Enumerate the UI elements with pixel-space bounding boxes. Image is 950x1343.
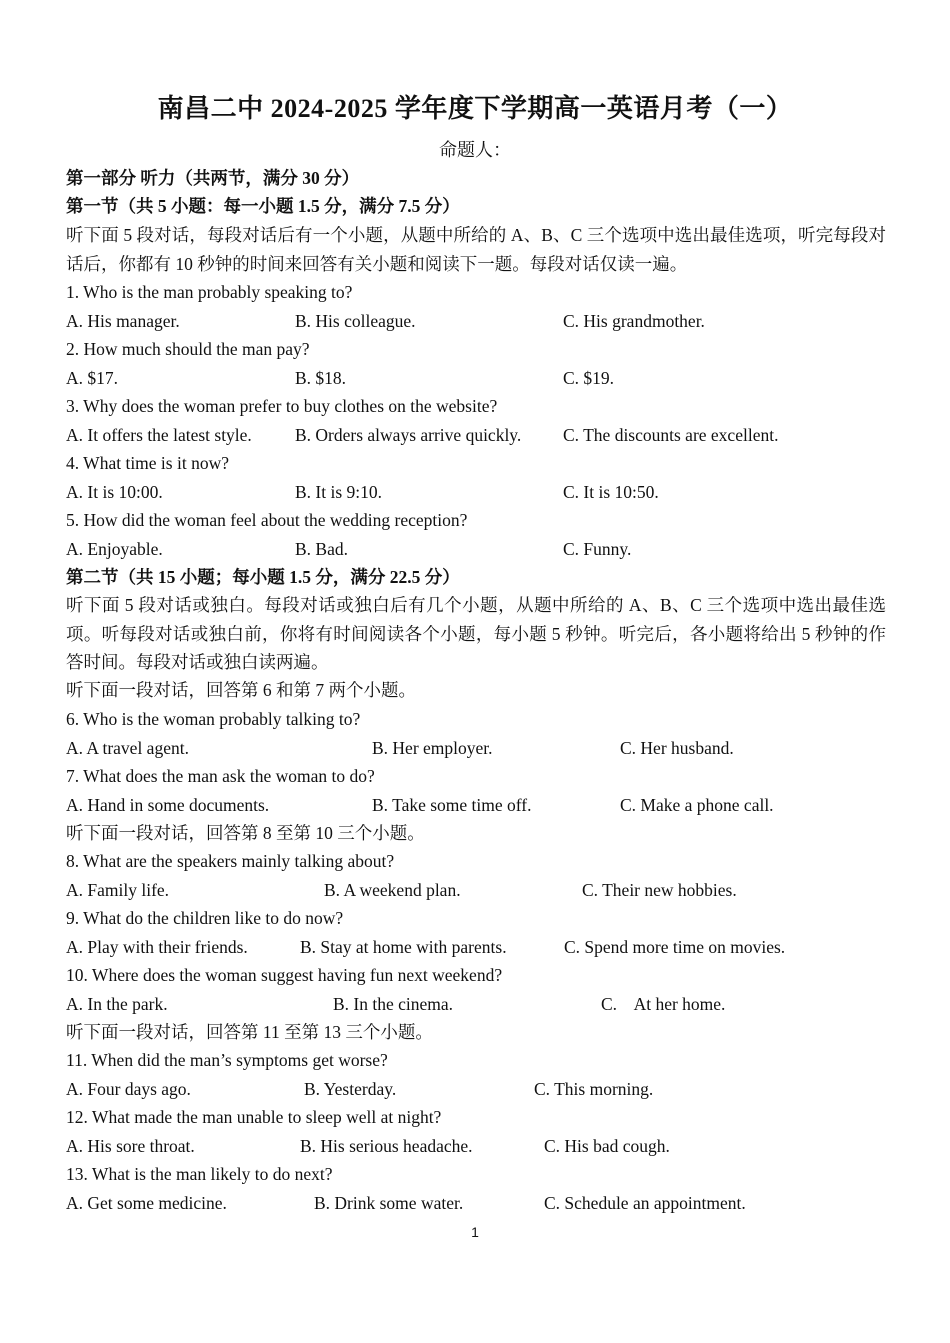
question-4-option-c: C. It is 10:50. [563, 482, 659, 502]
question-11-option-c: C. This morning. [534, 1079, 654, 1099]
question-12-option-b: B. His serious headache. [300, 1136, 473, 1156]
question-13-option-c: C. Schedule an appointment. [544, 1193, 746, 1213]
question-1-option-c: C. His grandmother. [563, 311, 705, 331]
dialogue-intro-11-13: 听下面一段对话，回答第 11 至第 13 三个小题。 [66, 1022, 433, 1042]
question-7-option-b: B. Take some time off. [372, 795, 532, 815]
question-11-option-a: A. Four days ago. [66, 1079, 191, 1099]
question-7: 7. What does the man ask the woman to do? [66, 766, 375, 786]
question-9-option-b: B. Stay at home with parents. [300, 937, 507, 957]
question-1-option-a: A. His manager. [66, 311, 180, 331]
question-6-option-c: C. Her husband. [620, 738, 734, 758]
question-13-option-b: B. Drink some water. [314, 1193, 464, 1213]
question-3-option-a: A. It offers the latest style. [66, 425, 252, 445]
question-5-option-b: B. Bad. [295, 539, 348, 559]
question-8: 8. What are the speakers mainly talking about? [66, 851, 395, 871]
question-6: 6. Who is the woman probably talking to? [66, 709, 361, 729]
question-2-option-a: A. $17. [66, 368, 119, 388]
question-5-option-a: A. Enjoyable. [66, 539, 163, 559]
dialogue-intro-8-10: 听下面一段对话，回答第 8 至第 10 三个小题。 [66, 823, 425, 843]
page-title: 南昌二中 2024-2025 学年度下学期高一英语月考（一） [157, 94, 793, 123]
author-label: 命题人： [439, 140, 511, 160]
question-3-option-c: C. The discounts are excellent. [563, 425, 779, 445]
question-9-option-a: A. Play with their friends. [66, 937, 248, 957]
question-8-option-c: C. Their new hobbies. [582, 880, 737, 900]
question-5-option-c: C. Funny. [563, 539, 632, 559]
question-7-option-a: A. Hand in some documents. [66, 795, 270, 815]
question-12: 12. What made the man unable to sleep well at night? [66, 1107, 442, 1127]
page-number: 1 [471, 1224, 479, 1240]
question-12-option-c: C. His bad cough. [544, 1136, 670, 1156]
question-11: 11. When did the man’s symptoms get worse? [66, 1050, 388, 1070]
question-8-option-a: A. Family life. [66, 880, 170, 900]
question-3-option-b: B. Orders always arrive quickly. [295, 425, 522, 445]
question-11-option-b: B. Yesterday. [304, 1079, 397, 1099]
question-13-option-a: A. Get some medicine. [66, 1193, 227, 1213]
part1-heading: 第一部分 听力（共两节，满分 30 分） [66, 168, 360, 188]
question-10-option-c: C. At her home. [601, 994, 726, 1014]
question-6-option-a: A. A travel agent. [66, 738, 189, 758]
question-12-option-a: A. His sore throat. [66, 1136, 195, 1156]
question-4: 4. What time is it now? [66, 453, 229, 473]
question-13: 13. What is the man likely to do next? [66, 1164, 333, 1184]
section2-heading: 第二节（共 15 小题；每小题 1.5 分，满分 22.5 分） [66, 567, 460, 587]
dialogue-intro-6-7: 听下面一段对话，回答第 6 和第 7 两个小题。 [66, 680, 416, 700]
section1-instructions: 听下面 5 段对话，每段对话后有一个小题，从题中所给的 A、B、C 三个选项中选出最佳选项，听完每段对话后，你都有 10 秒钟的时间来回答有关小题和阅读下一题。每段对话仅读一遍。 [66, 225, 886, 274]
question-2: 2. How much should the man pay? [66, 339, 310, 359]
section2-instructions: 听下面 5 段对话或独白。每段对话或独白后有几个小题，从题中所给的 A、B、C 三个选项中选出最佳选项。听每段对话或独白前，你将有时间阅读各个小题，每小题 5 秒钟。听完后，各小题将给出 5 秒钟的作答时间。每段对话或独白读两遍。 [66, 595, 886, 672]
question-2-option-c: C. $19. [563, 368, 615, 388]
question-9: 9. What do the children like to do now? [66, 908, 344, 928]
question-4-option-a: A. It is 10:00. [66, 482, 163, 502]
question-4-option-b: B. It is 9:10. [295, 482, 383, 502]
question-3: 3. Why does the woman prefer to buy clothes on the website? [66, 396, 498, 416]
question-7-option-c: C. Make a phone call. [620, 795, 774, 815]
section1-heading: 第一节（共 5 小题：每一小题 1.5 分，满分 7.5 分） [66, 196, 460, 216]
question-10: 10. Where does the woman suggest having fun next weekend? [66, 965, 503, 985]
question-1-option-b: B. His colleague. [295, 311, 416, 331]
question-6-option-b: B. Her employer. [372, 738, 493, 758]
question-10-option-a: A. In the park. [66, 994, 168, 1014]
question-1: 1. Who is the man probably speaking to? [66, 282, 353, 302]
question-8-option-b: B. A weekend plan. [324, 880, 461, 900]
question-9-option-c: C. Spend more time on movies. [564, 937, 786, 957]
question-5: 5. How did the woman feel about the wedding reception? [66, 510, 468, 530]
question-2-option-b: B. $18. [295, 368, 347, 388]
question-10-option-b: B. In the cinema. [333, 994, 454, 1014]
